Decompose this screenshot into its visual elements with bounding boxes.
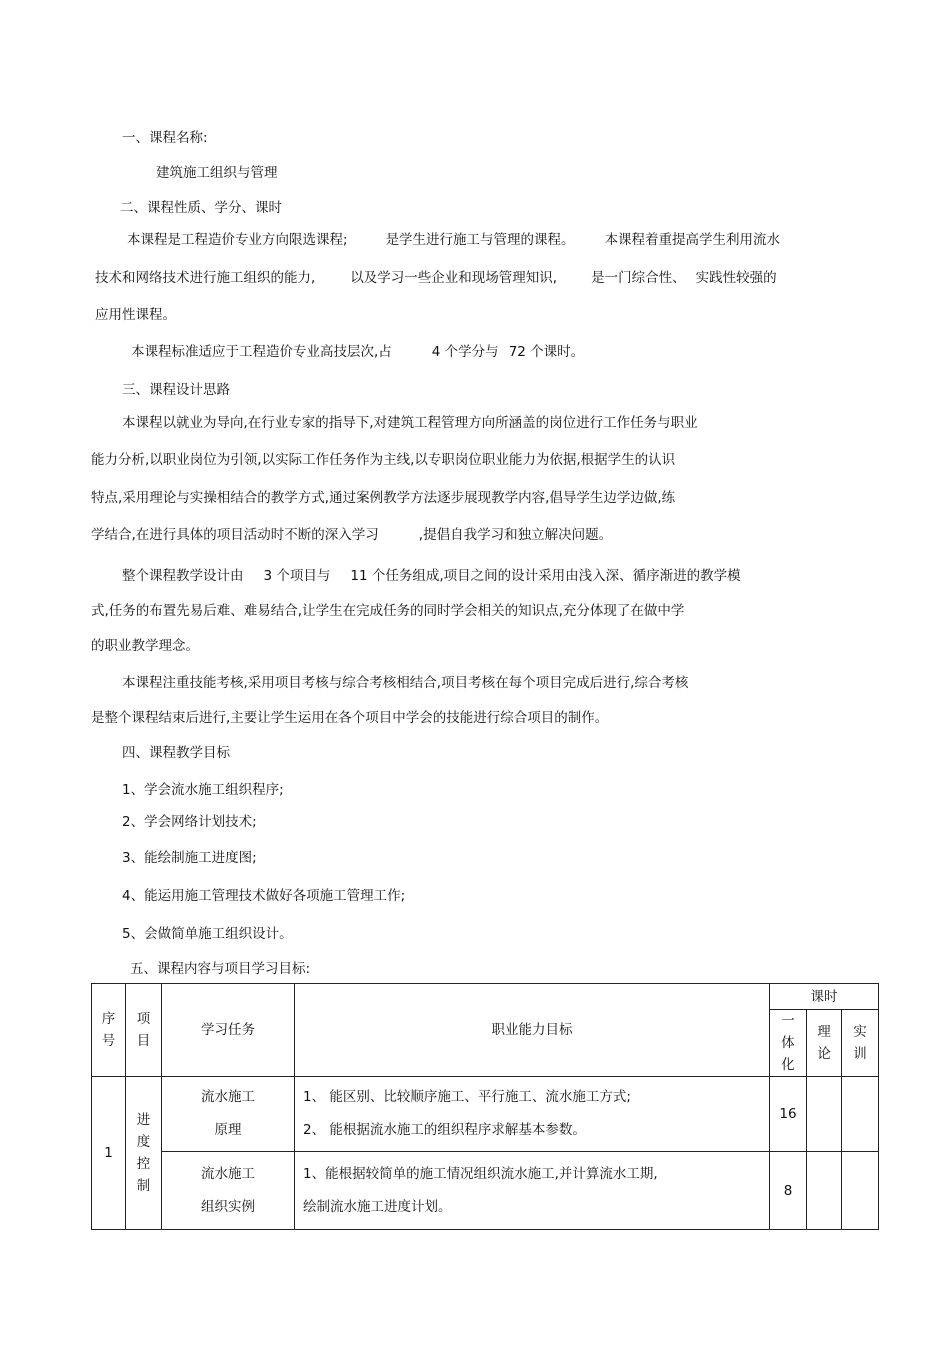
text-segment: 是一门综合性、 <box>591 270 686 286</box>
section-3-heading: 三、课程设计思路 <box>122 382 230 398</box>
section-3-paragraph-line: 能力分析,以职业岗位为引领,以实际工作任务作为主线,以专职岗位职业能力为依据,根据学生的认识 <box>91 452 676 468</box>
section-3-paragraph-line: 的职业教学理念。 <box>91 638 199 654</box>
section-4-heading: 四、课程教学目标 <box>122 745 230 761</box>
row-project: 进度控制 <box>126 1077 162 1230</box>
goal-item: 1、学会流水施工组织程序; <box>122 782 284 798</box>
section-3-paragraph-line <box>91 525 612 545</box>
text-segment: 技术和网络技术进行施工组织的能力, <box>95 270 316 286</box>
goal-item: 3、能绘制施工进度图; <box>122 850 257 866</box>
task-line: 原理 <box>214 1122 242 1138</box>
goal-line: 绘制流水施工进度计划。 <box>303 1198 452 1215</box>
header-hours: 课时 <box>770 984 879 1010</box>
goal-item: 5、会做简单施工组织设计。 <box>122 926 293 942</box>
header-practice: 实训 <box>842 1010 879 1077</box>
goal-item: 4、能运用施工管理技术做好各项施工管理工作; <box>122 888 406 904</box>
header-task: 学习任务 <box>162 984 295 1077</box>
text-segment: 本课程标准适应于工程造价专业高技层次,占 <box>131 344 392 360</box>
text-segment: 4 个学分与 <box>431 344 499 360</box>
section-3-paragraph-line: 式,任务的布置先易后难、难易结合,让学生在完成任务的同时学会相关的知识点,充分体现了在做中学 <box>91 603 685 619</box>
section-2-paragraph-line <box>95 268 777 288</box>
text-segment: 72 个课时。 <box>508 344 585 360</box>
section-1-heading: 一、课程名称: <box>122 130 208 146</box>
text-segment: 3 个项目与 <box>263 568 331 584</box>
section-2-credits-line <box>131 342 584 362</box>
section-2-paragraph-line <box>127 230 780 250</box>
goal-cell <box>295 1152 770 1230</box>
header-theory: 理论 <box>807 1010 842 1077</box>
theory-hours-cell <box>807 1152 842 1230</box>
section-2-paragraph-line: 应用性课程。 <box>95 307 176 323</box>
text-segment: 整个课程教学设计由 <box>122 568 244 584</box>
course-name: 建筑施工组织与管理 <box>156 165 278 181</box>
text-segment: 学结合,在进行具体的项目活动时不断的深入学习 <box>91 527 379 543</box>
section-3-paragraph-line: 特点,采用理论与实操相结合的教学方式,通过案例教学方法逐步展现教学内容,倡导学生边学边做,练 <box>91 490 676 506</box>
row-seq: 1 <box>92 1077 126 1230</box>
text-segment: 本课程着重提高学生利用流水 <box>604 232 781 248</box>
section-5-heading: 五、课程内容与项目学习目标: <box>130 961 311 977</box>
text-segment: 实践性较强的 <box>695 270 777 286</box>
goal-line: 2、 能根据流水施工的组织程序求解基本参数。 <box>303 1122 586 1138</box>
course-content-table <box>91 983 879 1230</box>
integrated-hours-cell: 8 <box>770 1152 807 1230</box>
goal-line: 1、能根据较简单的施工情况组织流水施工,并计算流水工期, <box>303 1165 658 1182</box>
header-seq: 序号 <box>92 984 126 1077</box>
section-3-paragraph-line: 是整个课程结束后进行,主要让学生运用在各个项目中学会的技能进行综合项目的制作。 <box>91 710 609 726</box>
header-project: 项目 <box>126 984 162 1077</box>
task-line: 流水施工 <box>201 1089 255 1105</box>
task-line: 流水施工 <box>201 1165 255 1182</box>
goal-cell <box>295 1077 770 1152</box>
integrated-hours-cell: 16 <box>770 1077 807 1152</box>
theory-hours-cell <box>807 1077 842 1152</box>
section-3-paragraph-line: 本课程注重技能考核,采用项目考核与综合考核相结合,项目考核在每个项目完成后进行,综合考核 <box>122 675 689 691</box>
section-2-heading: 二、课程性质、学分、课时 <box>120 200 282 216</box>
section-3-paragraph-line: 本课程以就业为导向,在行业专家的指导下,对建筑工程管理方向所涵盖的岗位进行工作任务与职业 <box>122 415 698 431</box>
header-goal: 职业能力目标 <box>295 984 770 1077</box>
goal-line: 1、 能区别、比较顺序施工、平行施工、流水施工方式; <box>303 1089 631 1105</box>
practice-hours-cell <box>842 1077 879 1152</box>
goal-item: 2、学会网络计划技术; <box>122 814 257 830</box>
text-segment: 本课程是工程造价专业方向限选课程; <box>127 232 348 248</box>
header-integrated: 一体化 <box>770 1010 807 1077</box>
text-segment: 以及学习一些企业和现场管理知识, <box>350 270 558 286</box>
task-cell <box>162 1077 295 1152</box>
practice-hours-cell <box>842 1152 879 1230</box>
task-cell <box>162 1152 295 1230</box>
text-segment: 是学生进行施工与管理的课程。 <box>385 232 575 248</box>
text-segment: 11 个任务组成,项目之间的设计采用由浅入深、循序渐进的教学模 <box>350 568 741 584</box>
task-line: 组织实例 <box>201 1198 255 1215</box>
text-segment: ,提倡自我学习和独立解决问题。 <box>418 527 613 543</box>
section-3-paragraph-line <box>122 566 741 586</box>
